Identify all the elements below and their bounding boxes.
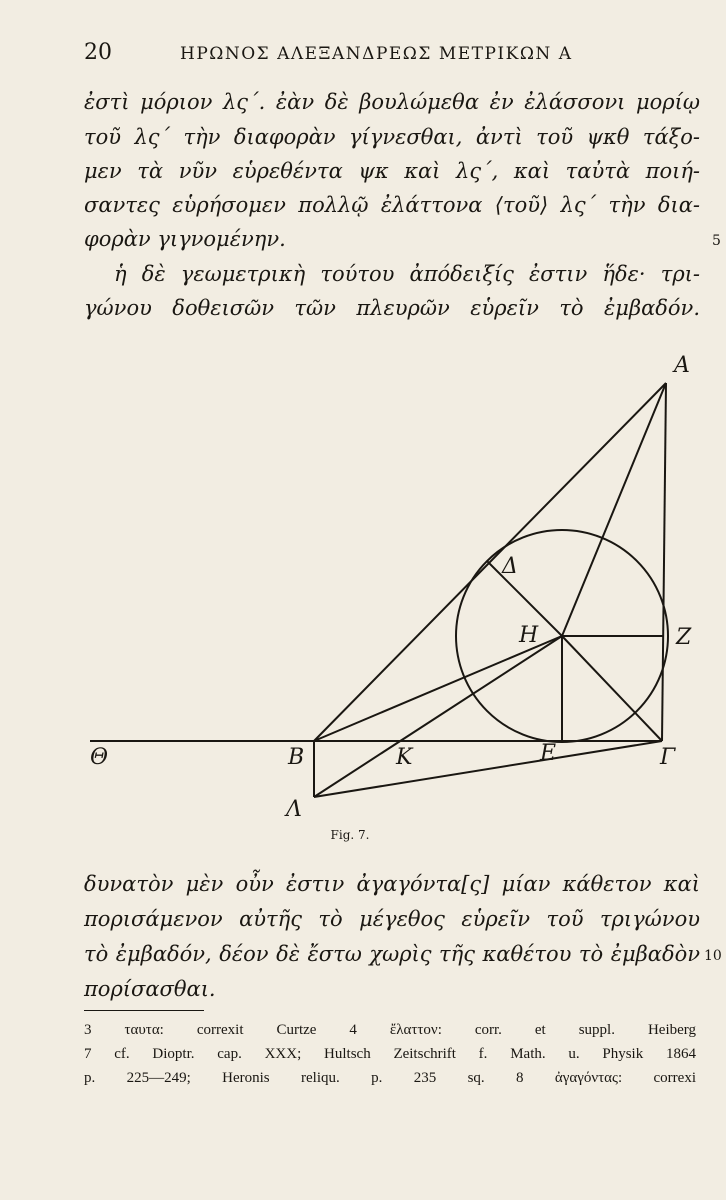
page-number: 20	[84, 40, 112, 65]
label-Zeta: Ζ	[676, 625, 692, 650]
label-Delta: Δ	[502, 554, 518, 579]
triangle-diagram	[0, 353, 726, 840]
figure-caption: Fig. 7.	[330, 828, 370, 842]
text-line: δυνατὸν μὲν οὖν ἐστιν ἀγαγόντα[ς] μίαν κάθετον καὶ	[84, 872, 700, 896]
line-HA	[562, 383, 666, 636]
text-line: ἡ δὲ γεωμετρικὴ τούτου ἀπόδειξίς ἐστιν ἥδε· τρι-	[114, 262, 700, 286]
line-HG	[562, 636, 662, 741]
text-line: φορὰν γιγνομένην.	[84, 227, 286, 251]
label-Eta: Η	[519, 623, 539, 648]
label-Gamma: Γ	[660, 745, 676, 770]
line-number-10: 10	[704, 948, 722, 964]
line-LG	[314, 741, 662, 797]
running-title: ΗΡΩΝΟΣ ΑΛΕΞΑΝΔΡΕΩΣ ΜΕΤΡΙΚΩΝ Α	[180, 44, 573, 64]
text-line: γώνου δοθεισῶν τῶν πλευρῶν εὑρεῖν τὸ ἐμβαδόν.	[84, 296, 700, 320]
footnote-rule	[84, 1010, 204, 1011]
text-line: τοῦ λς΄ τὴν διαφορὰν γίγνεσθαι, ἀντὶ τοῦ ψκθ τάξο-	[84, 125, 700, 149]
label-Epsilon: Ε	[540, 741, 557, 766]
line-LH	[314, 636, 562, 797]
geometric-figure	[0, 353, 726, 844]
line-number-5: 5	[712, 233, 721, 249]
line-BH	[314, 636, 562, 741]
label-Lambda: Λ	[286, 797, 302, 822]
text-line: σαντες εὑρήσομεν πολλῷ ἐλάττονα ⟨τοῦ⟩ λς΄ τὴν δια-	[84, 193, 700, 217]
label-A: Α	[674, 353, 690, 378]
running-head	[84, 40, 644, 74]
text-line: πορισάμενον αὐτῆς τὸ μέγεθος εὑρεῖν τοῦ τριγώνου	[84, 907, 700, 931]
label-Theta: Θ	[90, 745, 109, 770]
text-line: πορίσασθαι.	[84, 977, 216, 1001]
side-AG	[662, 383, 666, 741]
footnote-line: p. 225—249; Heronis reliqu. p. 235 sq. 8 ἀγαγόντας: correxi	[84, 1070, 696, 1086]
label-Kappa: Κ	[396, 745, 413, 770]
label-Beta: Β	[288, 745, 305, 770]
text-line: τὸ ἐμβαδόν, δέον δὲ ἔστω χωρὶς τῆς καθέτου τὸ ἐμβαδὸν	[84, 942, 700, 966]
text-line: ἐστὶ μόριον λς΄. ἐὰν δὲ βουλώμεθα ἐν ἐλάσσονι μορίῳ	[84, 90, 700, 114]
side-BA	[314, 383, 666, 741]
footnote-line: 7 cf. Dioptr. cap. XXX; Hultsch Zeitschrift f. Math. u. Physik 1864	[84, 1046, 696, 1062]
footnote-line: 3 ταυτα: correxit Curtze 4 ἔλαττον: corr. et suppl. Heiberg	[84, 1022, 696, 1038]
text-line: μεν τὰ νῦν εὑρεθέντα ψκ καὶ λς΄, καὶ ταὐτὰ ποιή-	[84, 159, 700, 183]
